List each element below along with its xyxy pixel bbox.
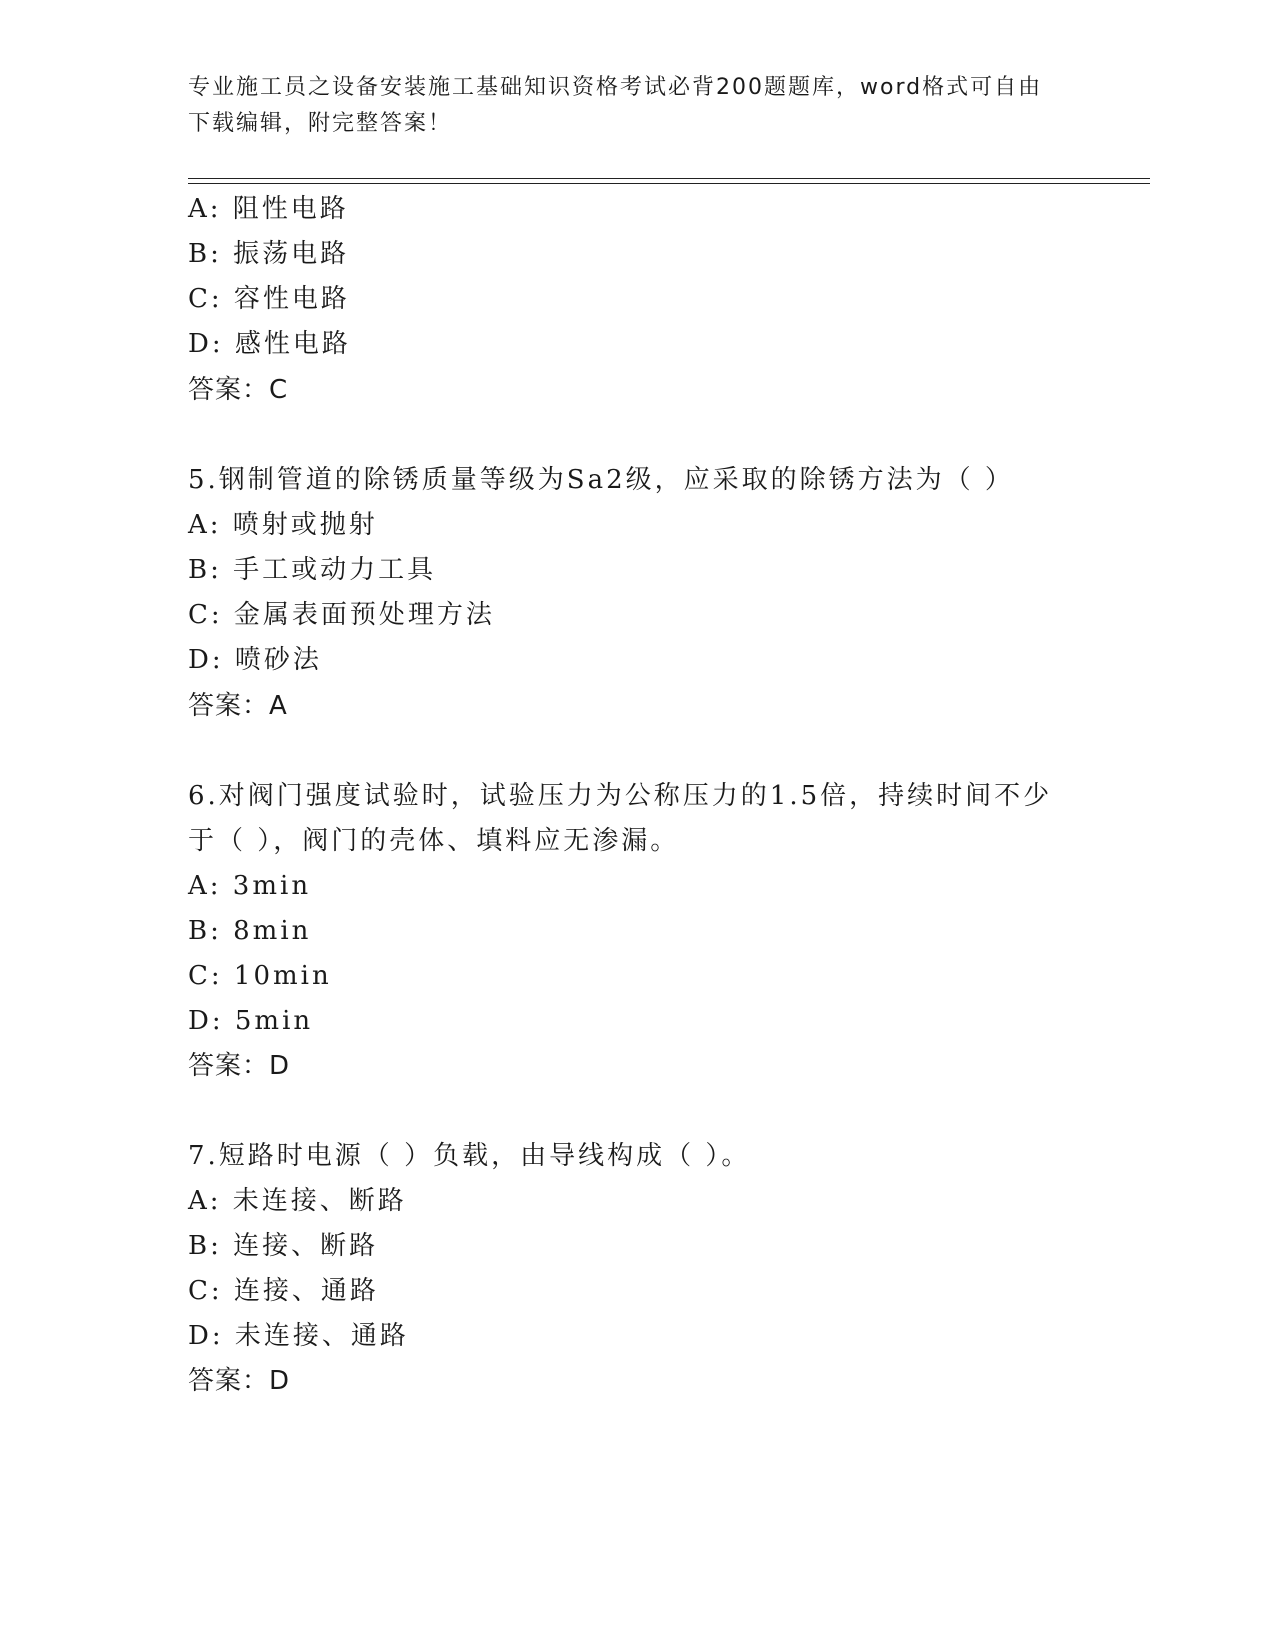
- q4-option-c: C: 容性电路: [188, 284, 350, 314]
- q7-question: 7.短路时电源（ ）负载，由导线构成（ ）。: [188, 1141, 751, 1171]
- q4-option-b: B: 振荡电路: [188, 239, 350, 269]
- q6-answer: 答案：D: [188, 1051, 291, 1081]
- q5-option-a: A: 喷射或抛射: [188, 510, 378, 540]
- q4-option-d: D: 感性电路: [188, 329, 351, 359]
- q5-answer: 答案：A: [188, 691, 288, 721]
- q4-option-a: A: 阻性电路: [188, 194, 349, 224]
- q7-option-d: D: 未连接、通路: [188, 1321, 409, 1351]
- q7-option-c: C: 连接、通路: [188, 1276, 379, 1306]
- q7-answer: 答案：D: [188, 1366, 291, 1396]
- q5-question: 5.钢制管道的除锈质量等级为Sa2级，应采取的除锈方法为（ ）: [188, 465, 1014, 495]
- q6-option-a: A: 3min: [188, 871, 312, 901]
- q6-option-c: C: 10min: [188, 961, 332, 991]
- q6-option-b: B: 8min: [188, 916, 312, 946]
- q4-answer: 答案：C: [188, 375, 289, 405]
- header-divider-bottom: [188, 183, 1150, 184]
- q6-question-line-2: 于（ ），阀门的壳体、填料应无渗漏。: [188, 826, 680, 856]
- document-header: [188, 70, 1088, 142]
- q7-option-b: B: 连接、断路: [188, 1231, 379, 1261]
- q6-question-line-1: 6.对阀门强度试验时，试验压力为公称压力的1.5倍，持续时间不少: [188, 781, 1053, 811]
- q5-option-c: C: 金属表面预处理方法: [188, 600, 495, 630]
- q5-option-b: B: 手工或动力工具: [188, 555, 437, 585]
- header-line-2: 下载编辑，附完整答案！: [188, 111, 453, 136]
- q7-option-a: A: 未连接、断路: [188, 1186, 407, 1216]
- q5-option-d: D: 喷砂法: [188, 645, 322, 675]
- header-line-1: 专业施工员之设备安装施工基础知识资格考试必背200题题库，word格式可自由: [188, 75, 1043, 100]
- header-divider-top: [188, 178, 1150, 179]
- q6-option-d: D: 5min: [188, 1006, 314, 1036]
